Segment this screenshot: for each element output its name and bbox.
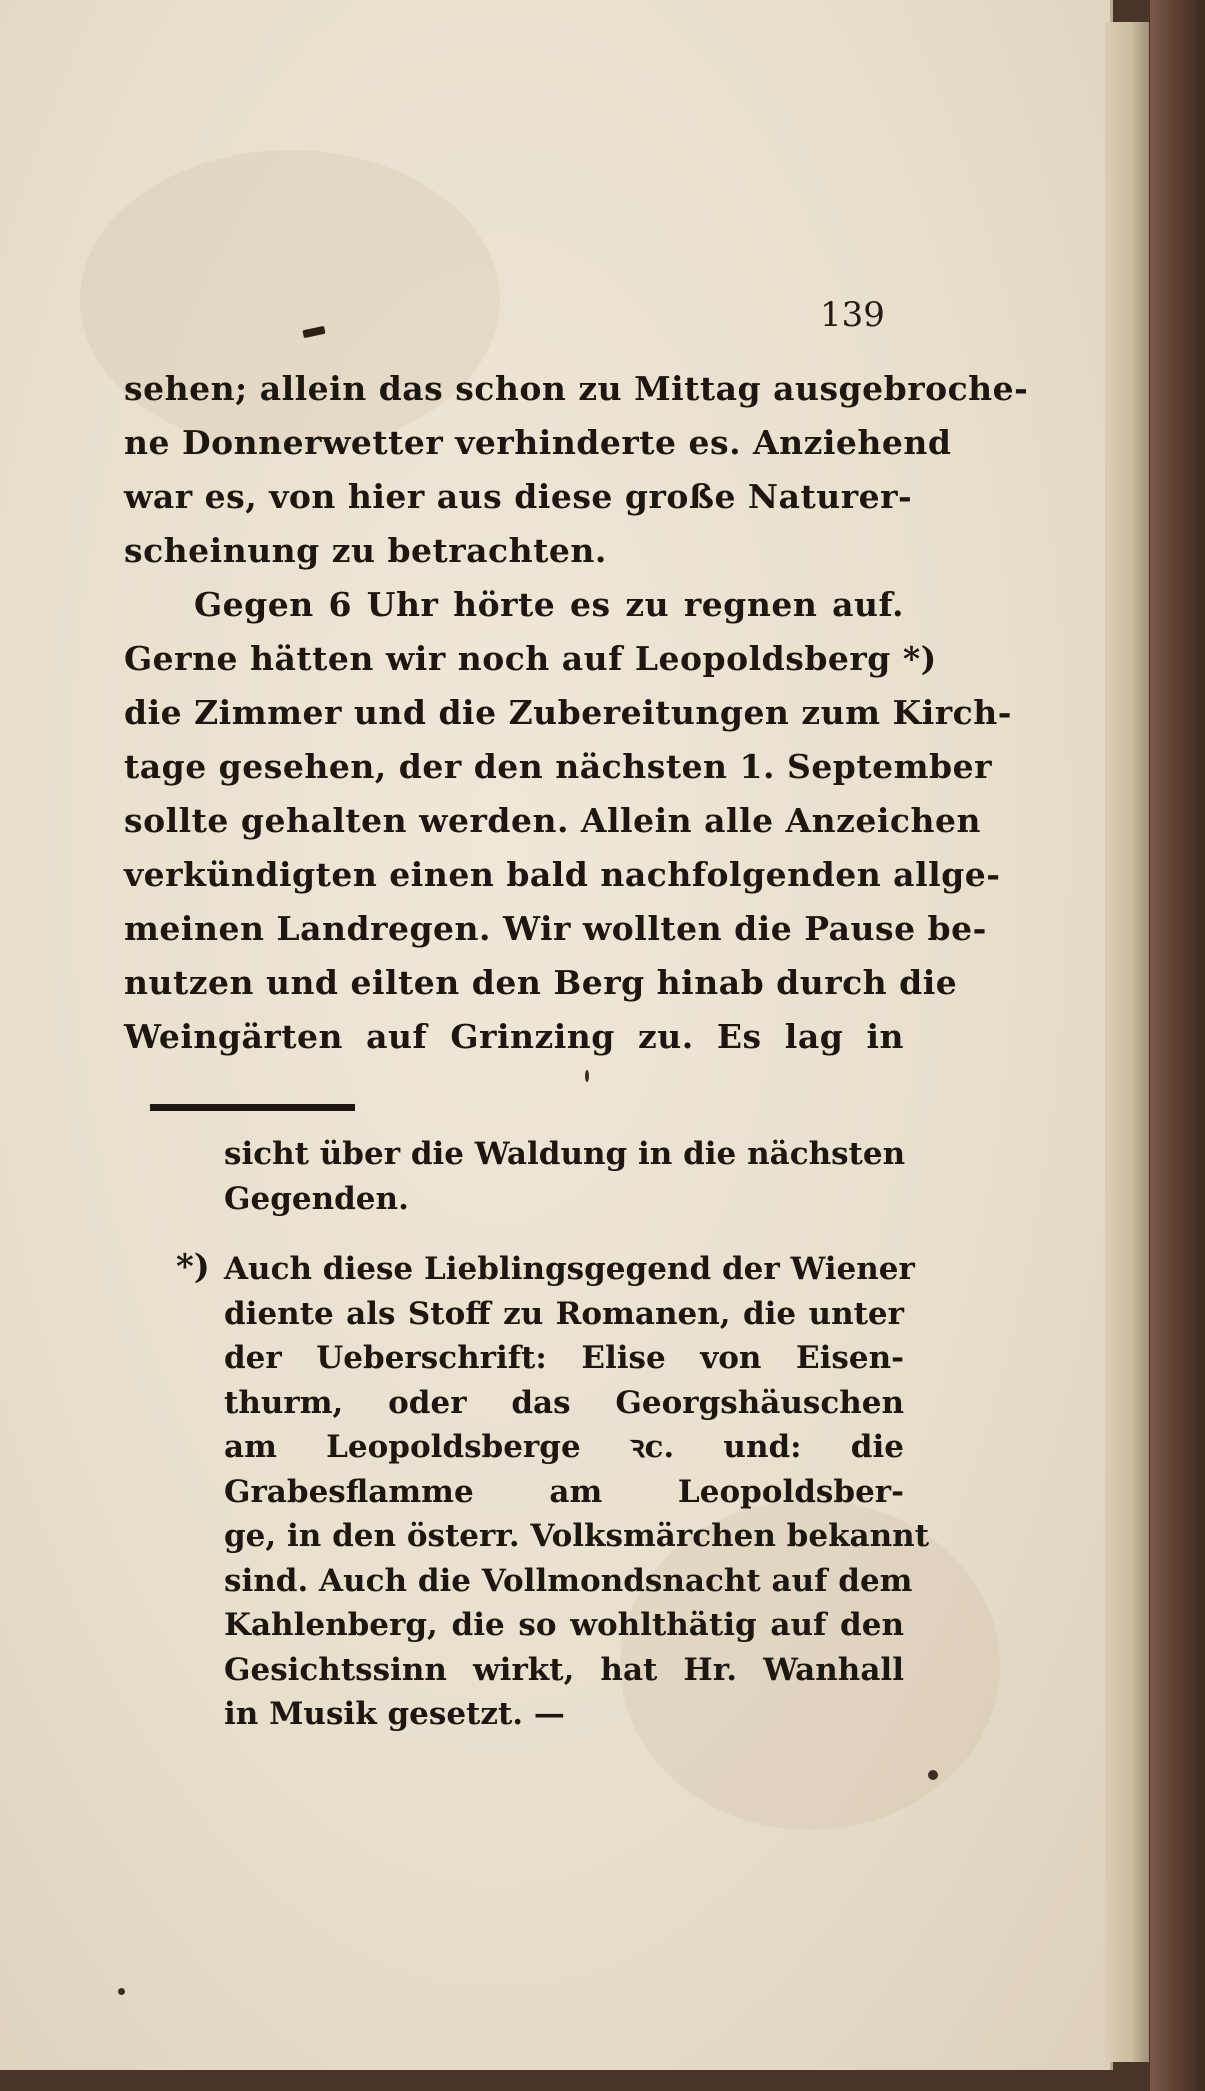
text-line: tage gesehen, der den nächsten 1. September — [124, 747, 992, 786]
page-number: 139 — [820, 295, 885, 335]
footnote-line: Gesichtssinn wirkt, hat Hr. Wanhall — [224, 1651, 904, 1688]
footnote-line: Gegenden. — [224, 1180, 409, 1217]
footnotes — [224, 1132, 930, 1737]
text-line: verkündigten einen bald nachfolgenden allge- — [124, 855, 1001, 894]
book-cover-edge — [1150, 0, 1205, 2091]
footnote-line: sicht über die Waldung in die nächsten — [224, 1136, 906, 1172]
paper-speck — [585, 1070, 589, 1082]
footnote-line: Kahlenberg, die so wohlthätig auf den — [224, 1607, 904, 1643]
main-text — [124, 362, 1029, 1064]
text-line: meinen Landregen. Wir wollten die Pause be- — [124, 909, 987, 948]
footnote-line: ge, in den österr. Volksmärchen bekannt — [224, 1518, 930, 1554]
footnote-marker: *) — [176, 1247, 210, 1287]
text-line: sehen; allein das schon zu Mittag ausgebroche- — [124, 369, 1029, 408]
footnote-line: diente als Stoff zu Romanen, die unter — [224, 1295, 904, 1332]
footnote-line: am Leopoldsberge ꝛc. und: die — [224, 1429, 904, 1465]
footnote-line: sind. Auch die Vollmondsnacht auf dem — [224, 1562, 913, 1599]
page-stack-edge — [1105, 22, 1149, 2062]
footnote-line: der Ueberschrift: Elise von Eisen- — [224, 1340, 904, 1376]
text-line: Weingärten auf Grinzing zu. Es lag in — [124, 1017, 904, 1056]
text-line: war es, von hier aus diese große Naturer- — [124, 477, 913, 516]
footnote-divider — [150, 1104, 355, 1111]
text-line: Gerne hätten wir noch auf Leopoldsberg *) — [124, 639, 937, 678]
paper-speck — [118, 1988, 125, 1995]
footnote-line: thurm, oder das Georgshäuschen — [224, 1384, 904, 1421]
footnote-line: Grabesflamme am Leopoldsber- — [224, 1473, 904, 1510]
footnote-line: in Musik gesetzt. — — [224, 1696, 565, 1732]
text-line: scheinung zu betrachten. — [124, 531, 607, 570]
text-line: nutzen und eilten den Berg hinab durch die — [124, 963, 958, 1002]
footnote-gap — [224, 1221, 904, 1247]
text-line: ne Donnerwetter verhinderte es. Anziehend — [124, 423, 952, 462]
text-line: sollte gehalten werden. Allein alle Anzeichen — [124, 801, 981, 840]
text-line: die Zimmer und die Zubereitungen zum Kirch- — [124, 693, 1012, 732]
text-line: Gegen 6 Uhr hörte es zu regnen auf. — [194, 585, 904, 624]
paper-speck — [928, 1770, 938, 1780]
footnote-line: Auch diese Lieblingsgegend der Wiener — [224, 1251, 915, 1287]
